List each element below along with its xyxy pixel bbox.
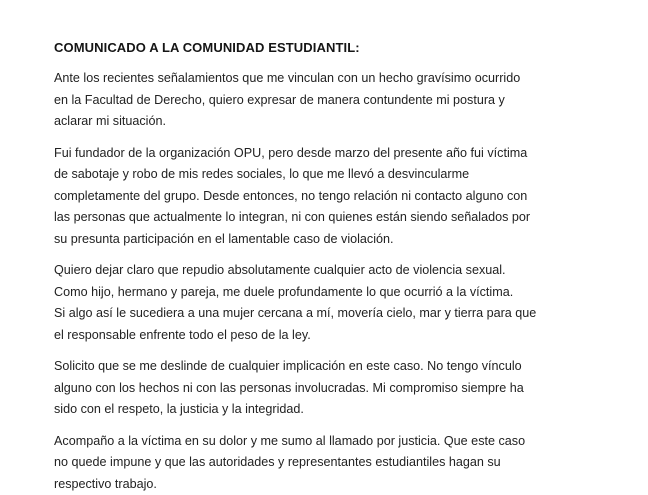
statement-body — [54, 38, 614, 495]
paragraph-line: su presunta participación en el lamentable caso de violación. — [54, 231, 394, 246]
paragraph-line: sido con el respeto, la justicia y la integridad. — [54, 402, 304, 416]
paragraph-repudiation — [54, 260, 614, 346]
paragraph-line: no quede impune y que las autoridades y representantes estudiantiles hagan su — [54, 455, 501, 469]
paragraph-line: las personas que actualmente lo integran, ni con quienes están siendo señalados por — [54, 210, 531, 224]
paragraph-line: completamente del grupo. Desde entonces, no tengo relación ni contacto alguno con — [54, 188, 528, 203]
paragraph-line: el responsable enfrente todo el peso de la ley. — [54, 327, 311, 342]
paragraph-background — [54, 143, 614, 251]
paragraph-line: Quiero dejar claro que repudio absolutamente cualquier acto de violencia sexual. — [54, 263, 506, 277]
paragraph-closing — [54, 431, 614, 495]
paragraph-line: Ante los recientes señalamientos que me vinculan con un hecho gravísimo ocurrido — [54, 71, 521, 85]
paragraph-line: respectivo trabajo. — [54, 476, 157, 491]
paragraph-line: de sabotaje y robo de mis redes sociales, lo que me llevó a desvincularme — [54, 167, 470, 181]
paragraph-line: Fui fundador de la organización OPU, pero desde marzo del presente año fui víctima — [54, 145, 528, 160]
statement-heading: COMUNICADO A LA COMUNIDAD ESTUDIANTIL: — [54, 40, 360, 55]
paragraph-line: Si algo así le sucediera a una mujer cercana a mí, movería cielo, mar y tierra para que — [54, 306, 537, 320]
paragraph-line: en la Facultad de Derecho, quiero expresar de manera contundente mi postura y — [54, 92, 505, 107]
paragraph-request — [54, 356, 614, 421]
paragraph-line: aclarar mi situación. — [54, 114, 166, 128]
paragraph-introduction — [54, 68, 614, 133]
paragraph-line: Solicito que se me deslinde de cualquier implicación en este caso. No tengo vínculo — [54, 359, 522, 373]
paragraph-line: alguno con los hechos ni con las personas involucradas. Mi compromiso siempre ha — [54, 380, 524, 395]
paragraph-line: Acompaño a la víctima en su dolor y me sumo al llamado por justicia. Que este caso — [54, 433, 526, 448]
paragraph-line: Como hijo, hermano y pareja, me duele profundamente lo que ocurrió a la víctima. — [54, 284, 514, 299]
